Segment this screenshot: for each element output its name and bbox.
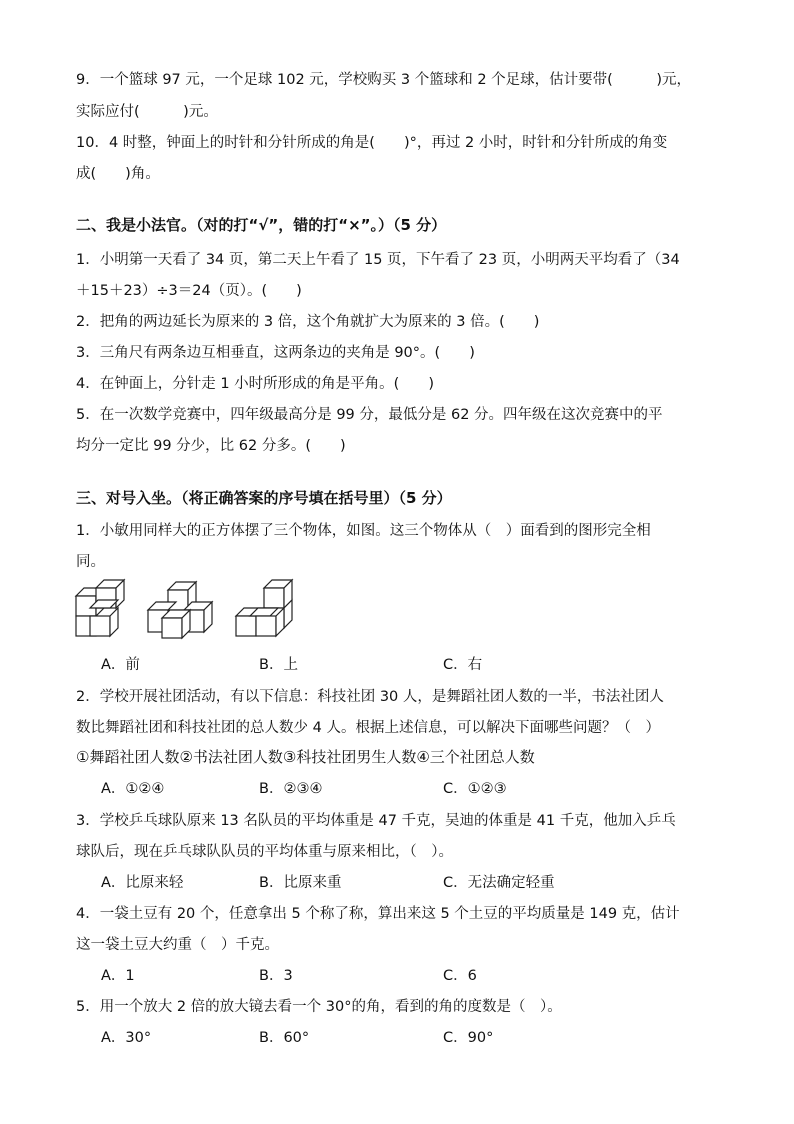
s2-question-5-line1: 5．在一次数学竞赛中，四年级最高分是 99 分，最低分是 62 分。四年级在这次竞赛中的平 [76, 407, 663, 423]
s3-question-4-line1: 4．一袋土豆有 20 个，任意拿出 5 个称了称，算出来这 5 个土豆的平均质量是 149 克，估计 [76, 906, 680, 922]
s3-q3-option-a: A．比原来轻 [101, 875, 184, 891]
s3-q1-option-a: A．前 [101, 657, 140, 673]
s3-q2-option-b: B．②③④ [259, 781, 323, 797]
s3-question-2-line3: ①舞蹈社团人数②书法社团人数③科技社团男生人数④三个社团总人数 [76, 748, 535, 766]
s3-q4-option-b: B．3 [259, 968, 293, 984]
section-2-title: 二、我是小法官。（对的打“√”，错的打“×”。）（5 分） [76, 216, 447, 234]
section-3-title: 三、对号入坐。（将正确答案的序号填在括号里）（5 分） [76, 489, 452, 507]
s3-question-3-line1: 3．学校乒乓球队原来 13 名队员的平均体重是 47 千克，吴迪的体重是 41 千克，他加入乒乓 [76, 813, 676, 829]
s3-q5-option-a: A．30° [101, 1030, 152, 1046]
s3-q3-option-b: B．比原来重 [259, 875, 342, 891]
s3-q5-option-b: B．60° [259, 1030, 310, 1046]
question-10-line1: 10．4 时整，钟面上的时针和分针所成的角是( )°，再过 2 小时，时针和分针所成的角变 [76, 135, 668, 151]
s2-question-3: 3．三角尺有两条边互相垂直，这两条边的夹角是 90°。( ) [76, 345, 475, 361]
s3-question-2-line2: 数比舞蹈社团和科技社团的总人数少 4 人。根据上述信息，可以解决下面哪些问题？（ ） [76, 720, 660, 736]
s3-question-3-line2: 球队后，现在乒乓球队队员的平均体重与原来相比，（ ）。 [76, 844, 453, 860]
s2-question-2: 2．把角的两边延长为原来的 3 倍，这个角就扩大为原来的 3 倍。( ) [76, 314, 540, 330]
cube-figure-3 [236, 580, 292, 636]
question-9-line2: 实际应付( )元。 [76, 104, 218, 120]
s3-q3-option-c: C．无法确定轻重 [443, 875, 555, 891]
question-9-line1: 9．一个篮球 97 元，一个足球 102 元，学校购买 3 个篮球和 2 个足球，估计要带( )元， [76, 72, 691, 88]
s3-q2-option-a: A．①②④ [101, 781, 165, 797]
s2-question-1-line2: ＋15＋23）÷3＝24（页）。( ) [76, 283, 302, 299]
s3-q1-option-c: C．右 [443, 657, 483, 673]
s3-question-1-line2: 同。 [76, 554, 105, 570]
s3-q5-option-c: C．90° [443, 1030, 494, 1046]
s3-question-2-line1: 2．学校开展社团活动，有以下信息：科技社团 30 人，是舞蹈社团人数的一半，书法社团人 [76, 689, 664, 705]
s3-q1-option-b: B．上 [259, 657, 298, 673]
s3-question-5: 5．用一个放大 2 倍的放大镜去看一个 30°的角，看到的角的度数是（ ）。 [76, 999, 562, 1015]
cube-figures [74, 578, 314, 642]
s2-question-1-line1: 1．小明第一天看了 34 页，第二天上午看了 15 页，下午看了 23 页，小明两天平均看了（34 [76, 252, 680, 268]
s2-question-5-line2: 均分一定比 99 分少，比 62 分多。( ) [76, 438, 346, 454]
question-10-line2: 成( )角。 [76, 166, 160, 182]
s3-q2-option-c: C．①②③ [443, 781, 507, 797]
s3-q4-option-a: A．1 [101, 968, 135, 984]
cube-figure-1 [76, 580, 124, 636]
s3-q4-option-c: C．6 [443, 968, 477, 984]
s3-question-4-line2: 这一袋土豆大约重（ ）千克。 [76, 937, 279, 953]
s3-question-1-line1: 1．小敏用同样大的正方体摆了三个物体，如图。这三个物体从（ ）面看到的图形完全相 [76, 523, 651, 539]
s2-question-4: 4．在钟面上，分针走 1 小时所形成的角是平角。( ) [76, 376, 434, 392]
cube-figure-2 [148, 582, 212, 638]
